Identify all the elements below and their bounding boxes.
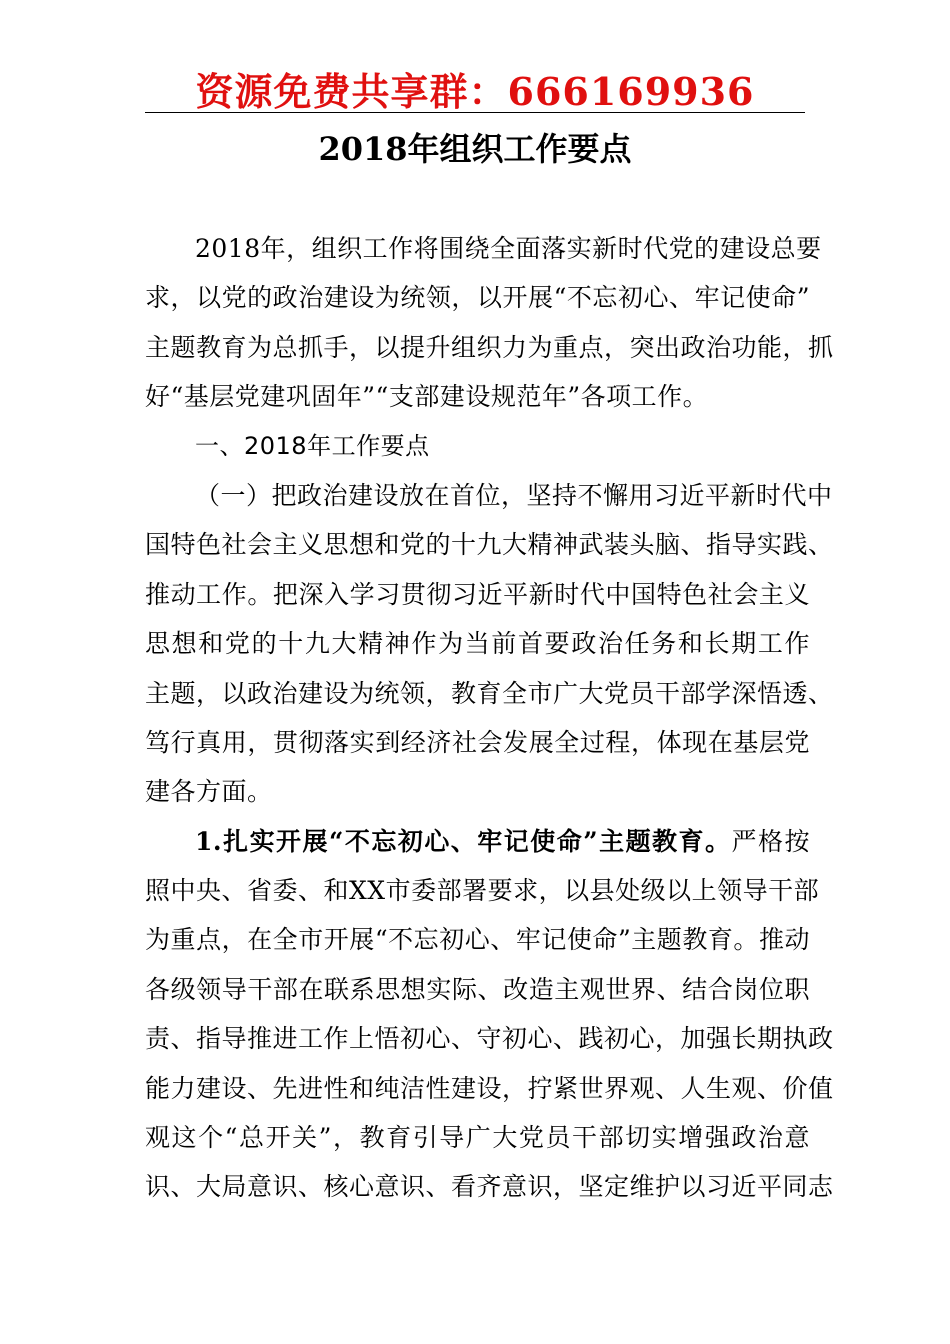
item1-line: 观这个“总开关”，教育引导广大党员干部切实增强政治意: [145, 1123, 810, 1153]
section1-line: （一）把政治建设放在首位，坚持不懈用习近平新时代中: [195, 480, 833, 510]
intro-line: 好“基层党建巩固年”“支部建设规范年”各项工作。: [145, 382, 709, 412]
item1-line: 能力建设、先进性和纯洁性建设，拧紧世界观、人生观、价值: [145, 1073, 834, 1103]
intro-line: 求，以党的政治建设为统领，以开展“不忘初心、牢记使命”: [145, 283, 810, 313]
document-title: 2018年组织工作要点: [318, 130, 632, 168]
item1-heading: 1.扎实开展“不忘初心、牢记使命”主题教育。: [195, 826, 732, 856]
intro-line: 2018年，组织工作将围绕全面落实新时代党的建设总要: [195, 234, 822, 263]
item1-first-line: [145, 817, 810, 866]
item1-line: 为重点，在全市开展“不忘初心、牢记使命”主题教育。推动: [145, 925, 810, 955]
section1-line: 思想和党的十九大精神作为当前首要政治任务和长期工作: [145, 629, 810, 659]
item1-line: 责、指导推进工作上悟初心、守初心、践初心，加强长期执政: [145, 1024, 834, 1054]
section1-line: 推动工作。把深入学习贯彻习近平新时代中国特色社会主义: [145, 579, 810, 609]
section-heading: 一、2018年工作要点: [195, 431, 430, 460]
section1-line: 建各方面。: [145, 777, 273, 807]
document-body: [145, 224, 834, 1212]
intro-line: 主题教育为总抓手，以提升组织力为重点，突出政治功能，抓: [145, 332, 834, 362]
item1-line: 各级领导干部在联系思想实际、改造主观世界、结合岗位职: [145, 974, 810, 1004]
item1-line: 识、大局意识、核心意识、看齐意识，坚定维护以习近平同志: [145, 1172, 834, 1202]
header-rule: [145, 112, 805, 113]
item1-line: 照中央、省委、和XX市委部署要求，以县处级以上领导干部: [145, 876, 820, 906]
section1-line: 国特色社会主义思想和党的十九大精神武装头脑、指导实践、: [145, 530, 834, 560]
watermark-banner: 资源免费共享群：666169936: [195, 69, 755, 114]
item1-first-rest: 严格按: [731, 826, 810, 856]
section1-line: 笃行真用，贯彻落实到经济社会发展全过程，体现在基层党: [145, 727, 810, 757]
section1-line: 主题，以政治建设为统领，教育全市广大党员干部学深悟透、: [145, 678, 834, 708]
